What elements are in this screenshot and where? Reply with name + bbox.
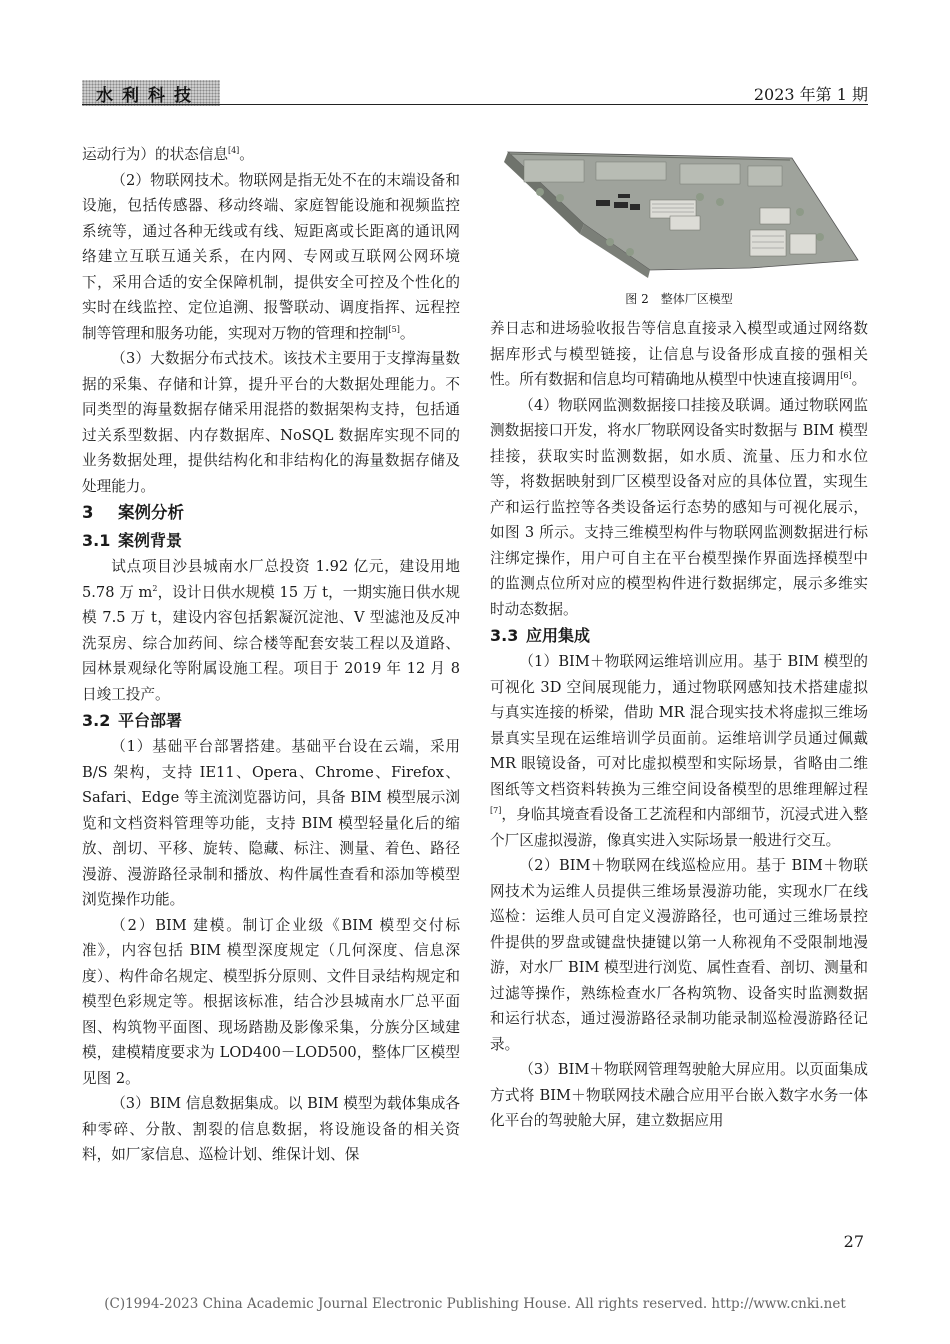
left-column [82,142,460,1168]
paragraph: 养日志和进场验收报告等信息直接录入模型或通过网络数据库形式与模型链接，让信息与设备形成直接的强相关性。所有数据和信息均可精确地从模型中快速直接调用[6]。 [490,320,868,388]
citation-ref[interactable]: [5] [388,324,400,334]
paragraph-platform: （1）基础平台部署搭建。基础平台设在云端，采用 B/S 架构，支持 IE11、Opera、Chrome、Firefox、Safari、Edge 等主流浏览器访问，具备 BIM 模型展示浏览和文档资料管理等功能，支持 BIM 模型轻量化后的缩放、剖切、平移、旋转、隐藏、标注、测量、着色、路径漫游、漫游路径录制和播放、构件属性查看和添加等模型浏览操作功能。 [82,738,460,908]
header-rule [82,104,868,105]
paragraph-training: （1）BIM＋物联网运维培训应用。基于 BIM 模型的可视化 3D 空间展现能力，通过物联网感知技术搭建虚拟与真实连接的桥梁，借助 MR 混合现实技术将虚拟三维场景真实呈现在运维培训学员面前。运维培训学员通过佩戴 MR 眼镜设备，可对比虚拟模型和实际场景，省略由二维图纸等文档资料转换为三维空间设备模型的思维理解过程[7]，身临其境查看设备工艺流程和内部细节，沉浸式进入整个厂区虚拟漫游，像真实进入实际场景一般进行交互。 [490,653,868,849]
paragraph-iot: （2）物联网技术。物联网是指无处不在的末端设备和设施，包括传感器、移动终端、家庭智能设施和视频监控系统等，通过各种无线或有线、短距离或长距离的通讯网络建立互联互通关系，在内网、专网或互联网公网环境下，采用合适的安全保障机制，提供安全可控及个性化的实时在线监控、定位追溯、报警联动、调度指挥、远程控制等管理和服务功能，实现对万物的管理和控制[5]。 [82,171,460,342]
figure-caption: 图 2 整体厂区模型 [625,292,733,306]
issue-label: 2023 年第 1 期 [753,85,868,104]
subsection-heading-3-2: 3.2 平台部署 [82,711,183,730]
journal-name: 水利科技 [96,86,200,106]
section-heading-3: 3 案例分析 [82,503,184,522]
paragraph-iot-interface: （4）物联网监测数据接口挂接及联调。通过物联网监测数据接口开发，将水厂物联网设备实时数据与 BIM 模型挂接，获取实时监测数据，如水质、流量、压力和水位等，将数据映射到厂区模型设备对应的具体位置，实现生产和运行监控等各类设备运行态势的感知与可视化展示，如图 3 所示。支持三维模型构件与物联网监测数据进行标注绑定操作，用户可自主在平台模型操作界面选择模型中的监测点位所对应的模型构件进行数据绑定，展示多维实时动态数据。 [490,396,868,618]
subsection-heading-3-3: 3.3 应用集成 [490,626,591,645]
right-column [490,316,868,1134]
paragraph-bim-data: （3）BIM 信息数据集成。以 BIM 模型为载体集成各种零碎、分散、割裂的信息数据，将设施设备的相关资料，如厂家信息、巡检计划、维保计划、保 [82,1095,460,1163]
paragraph-inspection: （2）BIM＋物联网在线巡检应用。基于 BIM＋物联网技术为运维人员提供三维场景漫游功能，实现水厂在线巡检：运维人员可自定义漫游路径，也可通过三维场景控件提供的罗盘或键盘快捷键以第一人称视角不受限制地漫游，对水厂 BIM 模型进行浏览、属性查看、剖切、测量和过滤等操作，熟练检查水厂各构筑物、设备实时监测数据和运行状态，通过漫游路径录制功能录制巡检漫游路径记录。 [490,857,868,1053]
citation-ref[interactable]: [4] [227,146,240,156]
citation-ref[interactable]: [6] [840,371,852,381]
paragraph-bim-modeling: （2）BIM 建模。制订企业级《BIM 模型交付标准》，内容包括 BIM 模型深度规定（几何深度、信息深度）、构件命名规定、模型拆分原则、文件目录结构规定和模型色彩规定等。根据该标准，结合沙县城南水厂总平面图、构筑物平面图、现场踏勘及影像采集，分族分区域建模，建模精度要求为 LOD400－LOD500，整体厂区模型见图 2。 [82,916,460,1087]
copyright-footer: (C)1994-2023 China Academic Journal Electronic Publishing House. All rights reserved. http://www.cnki.net [104,1296,846,1312]
paragraph-bigdata: （3）大数据分布式技术。该技术主要用于支撑海量数据的采集、存储和计算，提升平台的大数据处理能力。不同类型的海量数据存储采用混搭的数据架构支持，包括通过关系型数据、内存数据库、NoSQL 数据库实现不同的业务数据处理，提供结构化和非结构化的海量数据存储及处理能力。 [82,350,460,495]
citation-ref[interactable]: [7] [490,806,502,816]
paragraph: 运动行为）的状态信息[4]。 [82,146,254,163]
paragraph-background: 试点项目沙县城南水厂总投资 1.92 亿元，建设用地 5.78 万 $m^2$，设计日供水规模 15 万 t，一期实施日供水规模 7.5 万 t，建设内容包括絮凝沉淀池、V 型滤池及反冲洗泵房、综合加药间、综合楼等配套安装工程以及道路、园林景观绿化等附属设施工程。项目于 2019 年 12 月 8 日竣工投产。 [82,558,460,703]
paragraph-cockpit: （3）BIM＋物联网管理驾驶舱大屏应用。以页面集成方式将 BIM＋物联网技术融合应用平台嵌入数字水务一体化平台的驾驶舱大屏，建立数据应用 [490,1061,868,1129]
page-number: 27 [843,1232,864,1251]
subsection-heading-3-1: 3.1 案例背景 [82,531,183,550]
figure-plant-model [500,142,860,288]
plant-model-illustration [500,142,860,288]
